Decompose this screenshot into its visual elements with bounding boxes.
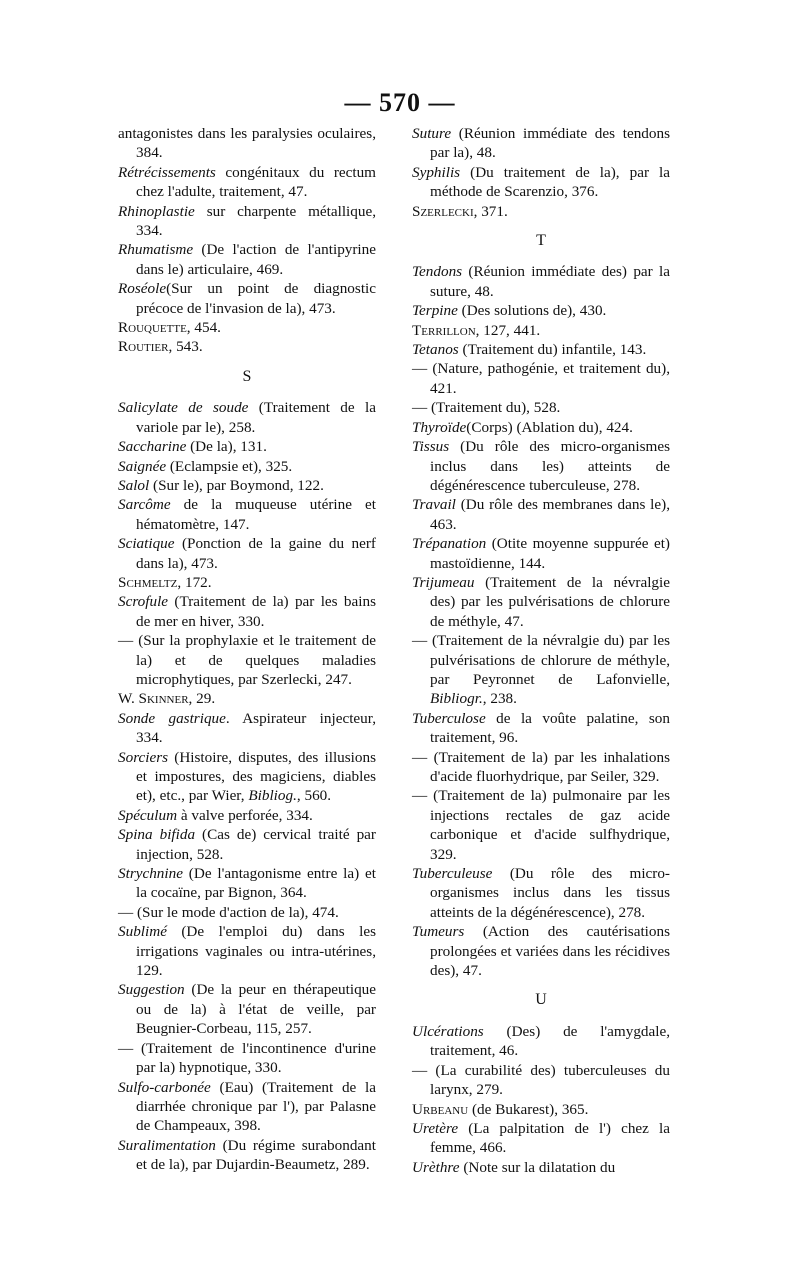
index-entry: [118, 534, 376, 573]
entry-text: (Histoire, disputes, des illusions et impostures, des magiciens, diables et), etc., par Wier,: [136, 748, 376, 805]
index-entry: [412, 1158, 670, 1177]
entry-text: (Réunion immédiate des tendons par la), 48.: [430, 125, 670, 162]
entry-term: Ulcérations: [412, 1022, 484, 1040]
entry-text: (Sur un point de diagnostic précoce de l'invasion de la), 473.: [136, 280, 376, 317]
index-entry: [412, 573, 670, 631]
index-entry: [118, 202, 376, 241]
entry-text: (De l'action de l'antipyrine dans le) articulaire, 469.: [136, 241, 376, 278]
entry-text: (Otite moyenne suppurée et) mastoïdienne, 144.: [430, 535, 670, 572]
entry-term: Sciatique: [118, 535, 175, 553]
entry-text: . Aspirateur injecteur, 334.: [136, 709, 376, 747]
entry-text: (Note sur la dilatation du: [459, 1158, 616, 1176]
entry-text: à valve perforée, 334.: [177, 806, 313, 824]
entry-text: (Ponction de la gaine du nerf dans la), 473.: [136, 535, 376, 572]
index-entry: [412, 202, 670, 221]
index-entry: [412, 709, 670, 748]
index-entry: [118, 592, 376, 631]
entry-term: Suture: [412, 125, 452, 142]
index-entry: [118, 689, 376, 708]
entry-text: — (Traitement de la névralgie du) par les pulvérisations de chlorure de méthyle, par Peyronnet de Lafonvielle,: [412, 632, 670, 688]
index-entry: [412, 398, 670, 417]
index-entry: [412, 1100, 670, 1119]
entry-term: Sorciers: [118, 748, 169, 766]
entry-text: (Eau) (Traitement de la diarrhée chronique par l'), par Palasne de Champeaux, 398.: [136, 1078, 376, 1135]
entry-term: Tumeurs: [412, 923, 465, 941]
index-entry: [118, 398, 376, 437]
index-entry: [412, 748, 670, 787]
entry-author: W. Skinner: [118, 690, 189, 708]
entry-author: Szerlecki: [412, 202, 474, 220]
index-entry: [412, 534, 670, 573]
entry-text: (De l'emploi du) dans les irrigations vaginales ou intra-utérines, 129.: [136, 923, 376, 980]
page-number: — 570 —: [344, 88, 456, 117]
entry-text: (Sur le), par Boymond, 122.: [149, 476, 324, 494]
section-letter-u: U: [535, 991, 547, 1009]
entry-text: — (La curabilité des) tuberculeuses du larynx, 279.: [412, 1061, 670, 1099]
entry-text: (Action des cautérisations prolongées et variées dans les récidives des), 47.: [430, 923, 670, 980]
entry-term: Rétrécissements: [118, 163, 216, 181]
entry-text: (de Bukarest), 365.: [468, 1100, 589, 1118]
entry-text: congénitaux du rectum chez l'adulte, traitement, 47.: [136, 163, 376, 201]
index-entry: [118, 806, 376, 825]
entry-term: Rhumatisme: [118, 241, 194, 259]
entry-text: (Du traitement de la), par la méthode de Scarenzio, 376.: [430, 163, 670, 201]
index-entry: [412, 124, 670, 163]
index-entry: [412, 301, 670, 320]
index-entry: [412, 359, 670, 398]
index-entry: [118, 1039, 376, 1078]
index-entry: [118, 1078, 376, 1136]
index-entry: [412, 786, 670, 864]
index-entry: [412, 864, 670, 922]
entry-text-tail: , 238.: [482, 690, 517, 708]
index-entry: [412, 1022, 670, 1061]
entry-text: (De l'antagonisme entre la) et la cocaïne, par Bignon, 364.: [136, 865, 376, 902]
index-entry: [118, 318, 376, 337]
entry-term: Sonde gastrique: [118, 709, 226, 727]
entry-term: Sublimé: [118, 923, 167, 941]
index-entry: [118, 240, 376, 279]
entry-term: Travail: [412, 496, 456, 514]
index-entry: [118, 903, 376, 922]
index-entry: [118, 163, 376, 202]
section-letter-s: S: [242, 367, 252, 385]
entry-text: sur charpente métallique, 334.: [136, 202, 376, 240]
index-entry: [118, 279, 376, 318]
index-entry: [412, 495, 670, 534]
entry-text: , 371.: [473, 202, 508, 220]
entry-term: Spéculum: [118, 806, 178, 824]
entry-term: Suggestion: [118, 981, 185, 999]
entry-text: (Réunion immédiate des) par la suture, 48.: [430, 263, 670, 300]
entry-text: , 29.: [188, 690, 216, 708]
entry-term: Sulfo-carbonée: [118, 1078, 211, 1096]
entry-term: Tuberculeuse: [412, 865, 493, 883]
entry-term: Urèthre: [412, 1158, 460, 1176]
entry-term: Uretère: [412, 1119, 459, 1137]
entry-text: — (Nature, pathogénie, et traitement du), 421.: [412, 360, 670, 397]
entry-text: (La palpitation de l') chez la femme, 466.: [430, 1119, 670, 1157]
entry-term: Salicylate de soude: [118, 399, 249, 417]
entry-text: (Du rôle des micro-organismes inclus dans les) atteints de dégénérescence tuberculeuse, 278.: [430, 438, 670, 494]
entry-term: Roséole: [118, 280, 167, 298]
entry-author: Schmeltz: [118, 573, 178, 591]
index-entry: [118, 631, 376, 689]
index-entry: [118, 437, 376, 456]
index-entry: [412, 340, 670, 359]
entry-term: Saignée: [118, 457, 167, 475]
entry-text: — (Traitement du), 528.: [412, 399, 561, 417]
entry-text: (Cas de) cervical traité par injection, 528.: [136, 826, 376, 863]
index-entry: [412, 1061, 670, 1100]
entry-term: Suralimentation: [118, 1136, 216, 1154]
index-entry: [118, 980, 376, 1038]
entry-text: (De la), 131.: [186, 438, 267, 456]
index-entry: [412, 922, 670, 980]
index-entry: [412, 1119, 670, 1158]
section-letter-t: T: [536, 232, 546, 250]
entry-text: (Traitement de la) par les bains de mer en hiver, 330.: [136, 593, 376, 630]
entry-text: — (Traitement de l'incontinence d'urine par la) hypnotique, 330.: [118, 1039, 376, 1077]
entry-text: (Des solutions de), 430.: [457, 302, 607, 320]
index-entry: [412, 262, 670, 301]
index-entry: [118, 495, 376, 534]
index-entry: [412, 321, 670, 340]
entry-text: , 172.: [177, 573, 212, 591]
entry-term: Trépanation: [412, 535, 487, 553]
entry-term: Rhinoplastie: [118, 202, 195, 220]
entry-term: Tuberculose: [412, 709, 486, 727]
entry-text: (Du régime surabondant et de la), par Dujardin-Beaumetz, 289.: [136, 1136, 376, 1174]
entry-text: (Du rôle des micro-organismes inclus dans les tissus atteints de la dégénérescence), 278.: [430, 865, 670, 921]
entry-term: Spina bifida: [118, 826, 196, 844]
entry-text: (Traitement du) infantile, 143.: [458, 341, 647, 359]
entry-term: Tissus: [412, 438, 450, 456]
entry-text: — (Traitement de la) pulmonaire par les injections rectales de gaz acide carbonique et d'acide sulfhydrique, 329.: [412, 787, 670, 863]
entry-text-tail: , 560.: [296, 787, 332, 805]
entry-term: Tendons: [412, 263, 463, 281]
index-entry: [118, 922, 376, 980]
index-entry: [118, 1136, 376, 1175]
entry-text: — (Sur le mode d'action de la), 474.: [118, 903, 339, 921]
entry-text: , 454.: [186, 319, 221, 337]
entry-text: (De la peur en thérapeutique ou de la) à l'état de veille, par Beugnier-Corbeau, 115, 257.: [136, 981, 376, 1038]
entry-text: antagonistes dans les paralysies oculaires, 384.: [118, 125, 376, 162]
right-column: [412, 124, 670, 1177]
index-entry: [118, 709, 376, 748]
entry-text: de la muqueuse utérine et hématomètre, 147.: [136, 496, 376, 533]
entry-bibliography: Bibliog.: [248, 787, 297, 805]
entry-text: (Eclampsie et), 325.: [166, 457, 293, 475]
index-entry: [118, 476, 376, 495]
entry-text: — (Traitement de la) par les inhalations d'acide fluorhydrique, par Seiler, 329.: [412, 748, 670, 785]
entry-text: — (Sur la prophylaxie et le traitement de la) et de quelques maladies microphytiques, par Szerlecki, 247.: [118, 632, 376, 688]
index-entry: [412, 163, 670, 202]
index-entry: [118, 573, 376, 592]
entry-author: Urbeanu: [412, 1100, 469, 1118]
entry-text: (Traitement de la névralgie des) par les pulvérisations de chlorure de méthyle, 47.: [430, 573, 670, 630]
entry-term: Terpine: [412, 302, 458, 320]
entry-author: Routier: [118, 338, 169, 356]
entry-term: Salol: [118, 476, 150, 494]
index-entry: [412, 631, 670, 709]
entry-term: Syphilis: [412, 163, 461, 181]
index-entry: [118, 457, 376, 476]
index-entry: [118, 124, 376, 163]
index-entry: [118, 337, 376, 356]
entry-term: Strychnine: [118, 865, 183, 883]
entry-term: Tetanos: [412, 341, 459, 359]
entry-term: Thyroïde: [412, 418, 467, 436]
entry-text: , 543.: [168, 338, 203, 356]
entry-text: (Du rôle des membranes dans le), 463.: [430, 496, 670, 533]
entry-text: de la voûte palatine, son traitement, 96.: [430, 709, 670, 747]
entry-term: Scrofule: [118, 593, 169, 611]
index-entry: [118, 864, 376, 903]
entry-text: , 127, 441.: [475, 321, 541, 339]
index-entry: [412, 437, 670, 495]
entry-author: Rouquette: [118, 319, 187, 337]
left-column: [118, 124, 376, 1175]
entry-text: (Traitement de la variole par le), 258.: [136, 399, 376, 436]
entry-bibliography: Bibliogr.: [430, 690, 483, 708]
index-entry: [412, 418, 670, 437]
index-entry: [118, 748, 376, 806]
entry-text: (Des) de l'amygdale, traitement, 46.: [430, 1022, 670, 1060]
index-entry: [118, 825, 376, 864]
entry-term: Sarcôme: [118, 496, 171, 514]
entry-term: Trijumeau: [412, 573, 475, 591]
entry-author: Terrillon: [412, 321, 476, 339]
entry-term: Saccharine: [118, 438, 187, 456]
entry-text: (Corps) (Ablation du), 424.: [466, 418, 633, 436]
